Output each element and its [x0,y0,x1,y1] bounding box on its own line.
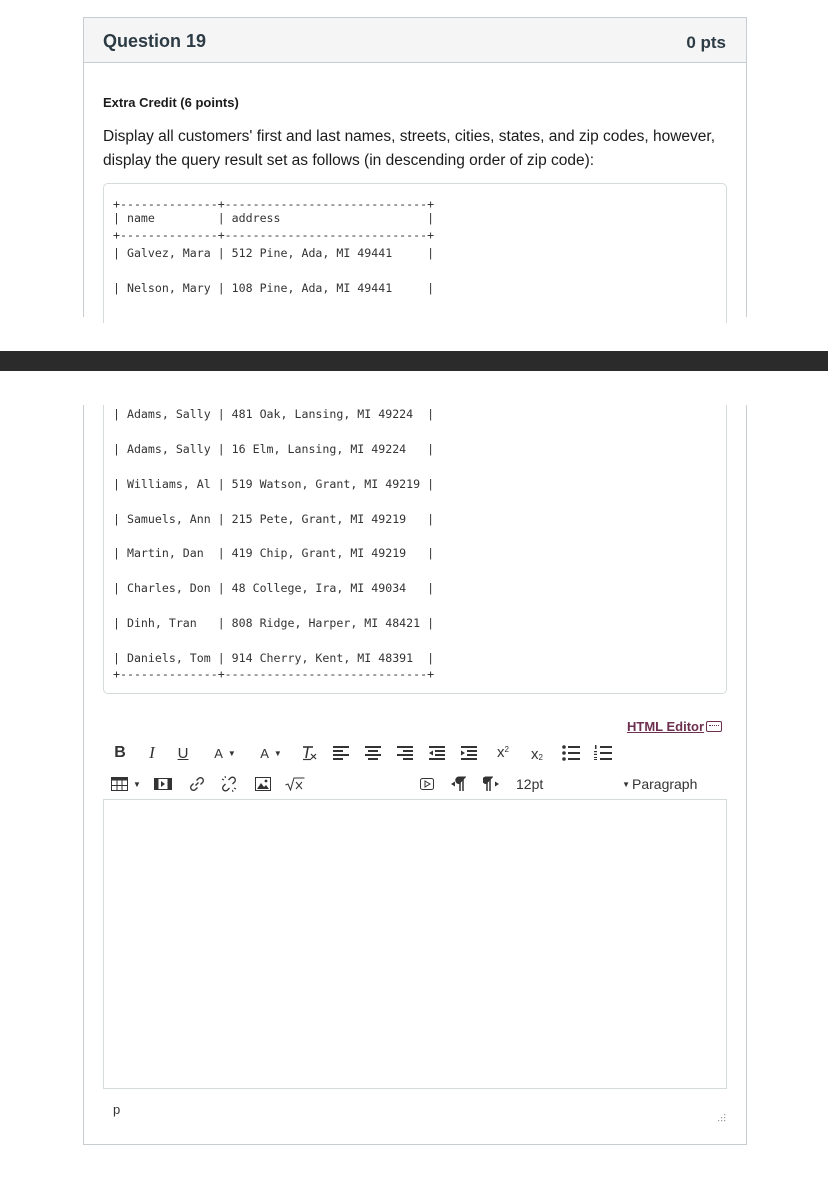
table-border: +--------------+-----------------------------+ [113,667,435,681]
background-color-label: A [260,745,269,761]
superscript-mark: 2 [504,744,509,754]
question-header [84,18,746,63]
outdent-icon [429,746,445,760]
answer-panel [83,405,747,1145]
table-row: | Williams, Al | 519 Watson, Grant, MI 49219 | [113,477,435,491]
result-table-code-block-continued [103,405,727,694]
align-right-button[interactable] [396,744,414,762]
table-row: | Daniels, Tom | 914 Cherry, Kent, MI 48391 | [113,651,435,665]
ltr-paragraph-icon [451,776,467,792]
table-border: +--------------+-----------------------------+ [113,197,435,211]
table-row: | Dinh, Tran | 808 Ridge, Harper, MI 48421 | [113,616,435,630]
subscript-button[interactable] [528,744,546,764]
insert-math-button[interactable] [284,775,306,793]
numbered-list-button[interactable] [594,744,612,762]
table-row: | Galvez, Mara | 512 Pine, Ada, MI 49441 | [113,246,435,260]
table-row: | Martin, Dan | 419 Chip, Grant, MI 49219 | [113,546,435,560]
image-icon [255,777,271,791]
text-color-label: A [214,745,223,761]
play-icon [420,778,434,790]
outdent-button[interactable] [428,744,446,762]
question-subtitle: Extra Credit (6 points) [103,95,239,110]
table-row: | Adams, Sally | 16 Elm, Lansing, MI 49224 | [113,442,435,456]
insert-link-button[interactable] [188,775,206,793]
align-center-icon [365,746,381,760]
align-center-button[interactable] [364,744,382,762]
question-title: Question 19 [103,31,207,51]
table-row: | Charles, Don | 48 College, Ira, MI 49034 | [113,581,435,595]
chevron-down-icon: ▼ [273,748,282,758]
align-right-icon [397,746,413,760]
media-icon [154,778,172,790]
align-left-button[interactable] [332,744,350,762]
question-panel [83,17,747,317]
html-editor-link[interactable] [627,719,722,734]
embed-media-button[interactable] [154,775,172,793]
subscript-label: x [531,745,539,763]
background-color-button[interactable] [250,744,292,762]
keyboard-icon [706,721,722,732]
font-size-dropdown[interactable] [516,775,630,793]
superscript-label: x [497,743,505,761]
table-button[interactable] [110,775,142,793]
underline-button[interactable]: U [177,744,189,762]
html-editor-label: HTML Editor [627,719,705,734]
table-row: | Samuels, Ann | 215 Pete, Grant, MI 49219 | [113,512,435,526]
remove-link-button[interactable] [220,775,238,793]
rtl-paragraph-icon [483,776,499,792]
screenshot-divider [0,351,828,371]
clear-formatting-button[interactable] [300,744,318,762]
superscript-button[interactable] [494,742,512,762]
ltr-direction-button[interactable] [450,775,468,793]
table-border: +--------------+-----------------------------+ [113,228,435,242]
rich-text-editor-area[interactable] [103,799,727,1089]
block-format-dropdown[interactable] [632,775,716,793]
italic-button[interactable]: I [149,743,155,762]
resize-handle-icon[interactable] [716,1112,726,1122]
rtl-direction-button[interactable] [482,775,500,793]
clear-formatting-icon [300,744,318,762]
chevron-down-icon: ▼ [622,779,630,789]
question-points: 0 pts [686,33,726,52]
table-row: | Adams, Sally | 481 Oak, Lansing, MI 49224 | [113,407,435,421]
text-color-button[interactable] [204,744,246,762]
bold-button[interactable]: B [114,744,126,761]
block-format-value: Paragraph [632,776,698,792]
bullet-list-button[interactable] [562,744,580,762]
table-row: | Nelson, Mary | 108 Pine, Ada, MI 49441 | [113,281,435,295]
link-icon [189,776,205,792]
chevron-down-icon: ▼ [227,748,236,758]
font-size-value: 12pt [516,776,544,792]
record-media-button[interactable] [418,775,436,793]
insert-image-button[interactable] [254,775,272,793]
question-prompt: Display all customers' first and last names, streets, cities, states, and zip codes, however, display the query result set as follows (in descending order of zip code): [103,128,716,169]
table-header: | name | address | [113,211,435,225]
indent-icon [461,746,477,760]
element-path: p [113,1102,121,1117]
bullet-list-icon [562,745,580,761]
table-icon [111,777,128,791]
align-left-icon [333,746,349,760]
indent-button[interactable] [460,744,478,762]
chevron-down-icon: ▼ [133,779,141,789]
result-table-code-block [103,183,727,323]
unlink-icon [220,775,238,793]
numbered-list-icon [594,745,612,761]
subscript-mark: 2 [538,752,543,762]
square-root-icon [285,777,305,791]
